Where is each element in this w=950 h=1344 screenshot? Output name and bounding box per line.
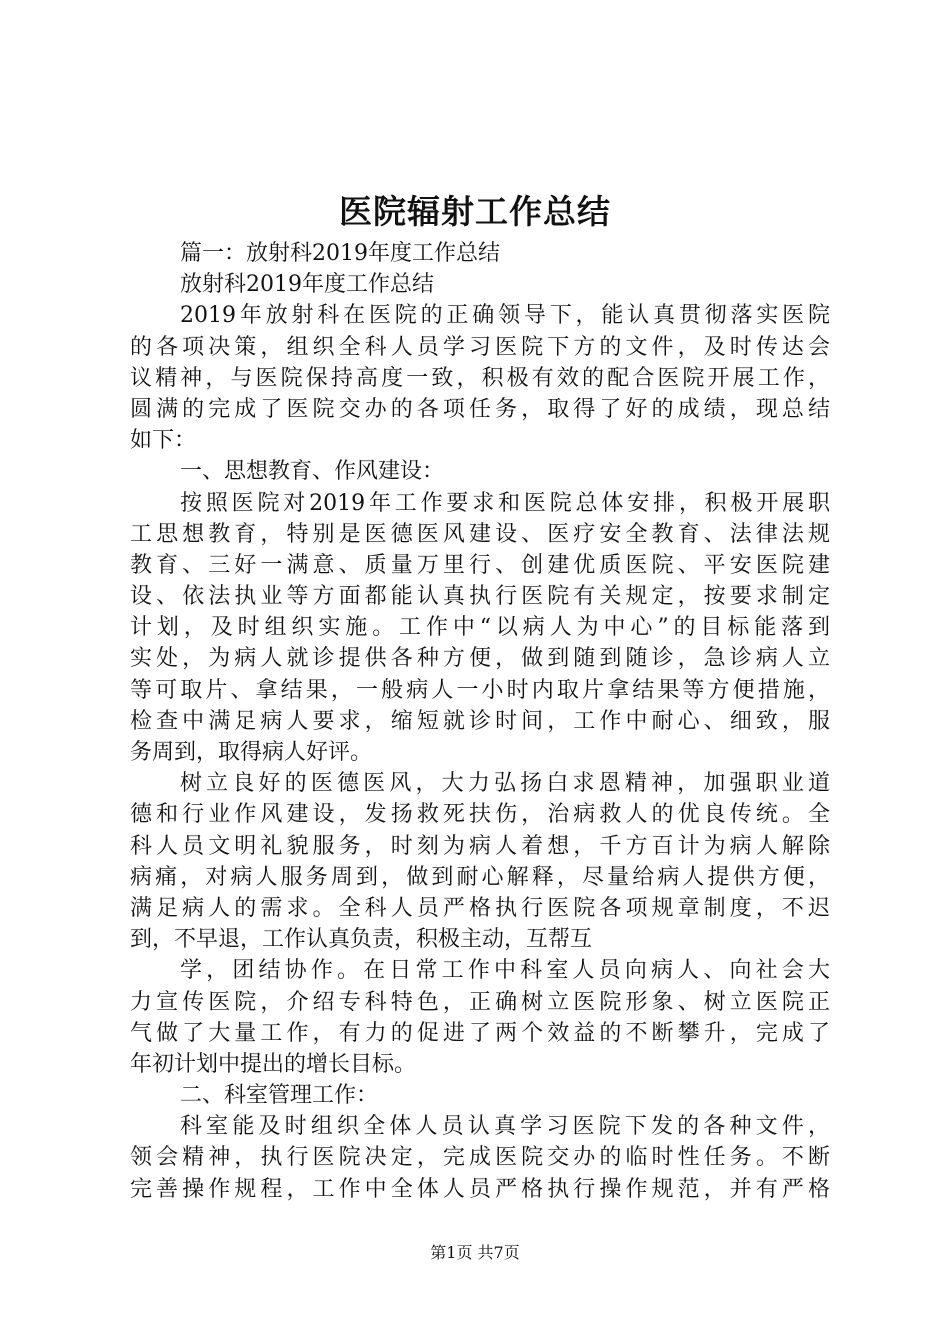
body-line: 完善操作规程，工作中全体人员严格执行操作规范，并有严格: [130, 1176, 830, 1202]
body-line: 二、科室管理工作：: [180, 1083, 379, 1109]
body-line: 满足病人的需求。全科人员严格执行医院各项规章制度，不迟: [130, 895, 830, 921]
body-line: 检查中满足病人要求，缩短就诊时间，工作中耐心、细致，服: [130, 708, 830, 734]
document-body: [130, 238, 830, 1205]
body-line: 年初计划中提出的增长目标。: [130, 1051, 417, 1077]
body-line: 2019年放射科在医院的正确领导下，能认真贯彻落实医院: [180, 303, 830, 329]
body-line: 科室能及时组织全体人员认真学习医院下发的各种文件，: [180, 1114, 830, 1140]
page-footer: 第1页 共7页: [430, 1243, 520, 1262]
body-line: 工思想教育，特别是医德医风建设、医疗安全教育、法律法规: [130, 521, 830, 547]
body-line: 树立良好的医德医风，大力弘扬白求恩精神，加强职业道: [180, 771, 830, 797]
body-line: 放射科2019年度工作总结: [180, 272, 434, 298]
body-line: 领会精神，执行医院决定，完成医院交办的临时性任务。不断: [130, 1145, 830, 1171]
body-line: 力宣传医院，介绍专科特色，正确树立医院形象、树立医院正: [130, 989, 830, 1015]
body-line: 的各项决策，组织全科人员学习医院下方的文件，及时传达会: [130, 334, 830, 360]
body-line: 学，团结协作。在日常工作中科室人员向病人、向社会大: [180, 958, 830, 984]
document-title: 医院辐射工作总结: [339, 192, 611, 231]
body-line: 按照医院对2019年工作要求和医院总体安排，积极开展职: [180, 490, 830, 516]
body-line: 篇一：放射科2019年度工作总结: [180, 241, 500, 266]
body-line: 一、思想教育、作风建设：: [180, 459, 445, 485]
body-line: 圆满的完成了医院交办的各项任务，取得了好的成绩，现总结: [130, 396, 830, 422]
body-line: 计划，及时组织实施。工作中“以病人为中心”的目标能落到: [130, 615, 830, 641]
body-line: 到，不早退，工作认真负责，积极主动，互帮互: [130, 927, 593, 953]
body-line: 教育、三好一满意、质量万里行、创建优质医院、平安医院建: [130, 552, 830, 578]
body-line: 气做了大量工作，有力的促进了两个效益的不断攀升，完成了: [130, 1020, 830, 1046]
body-line: 病痛，对病人服务周到，做到耐心解释，尽量给病人提供方便，: [130, 864, 830, 890]
body-line: 科人员文明礼貌服务，时刻为病人着想，千方百计为病人解除: [130, 833, 830, 859]
body-line: 如下：: [130, 428, 197, 454]
body-line: 设、依法执业等方面都能认真执行医院有关规定，按要求制定: [130, 584, 830, 610]
body-line: 德和行业作风建设，发扬救死扶伤，治病救人的优良传统。全: [130, 802, 830, 828]
body-line: 实处，为病人就诊提供各种方便，做到随到随诊，急诊病人立: [130, 646, 830, 672]
body-line: 议精神，与医院保持高度一致，积极有效的配合医院开展工作，: [130, 365, 830, 391]
body-line: 等可取片、拿结果，一般病人一小时内取片拿结果等方便措施，: [130, 677, 830, 703]
body-line: 务周到，取得病人好评。: [130, 740, 373, 765]
